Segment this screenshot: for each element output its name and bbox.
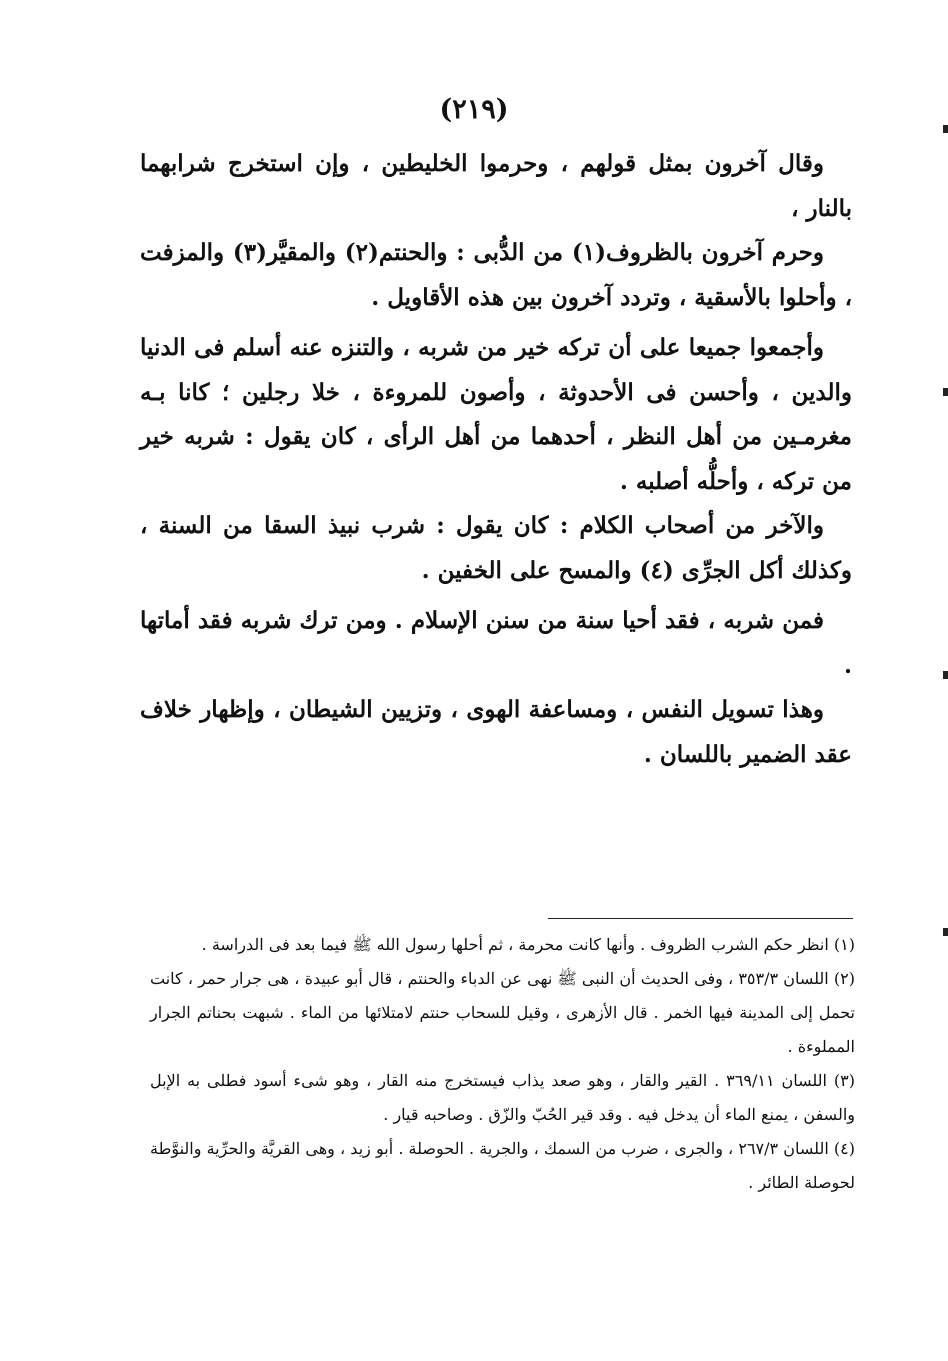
- paragraph-2: وحرم آخرون بالظروف(١) من الدُّبى : والحنتم(٢) والمقيَّر(٣) والمزفت ، وأحلوا بالأسقية ، وتردد آخرون بين هذه الأقاويل .: [140, 239, 852, 311]
- footnote-4: (٤) اللسان ٢٦٧/٣ ، والجرى ، ضرب من السمك ، والجرية . الحوصلة . أبو زيد ، وهى القريَّة والحرِّية والنوَّطة لحوصلة الطائر .: [150, 1139, 855, 1192]
- footnotes: [150, 928, 855, 1200]
- paragraph-3: وأجمعوا جميعا على أن تركه خير من شربه ، والتنزه عنه أسلم فى الدنيا والدين ، وأحسن فى الأحدوثة ، وأصون للمروءة ، خلا رجلين ؛ كانا بـه مغرمـين من أهل النظر ، أحدهما من أهل الرأى ، كان يقول : شربه خير من تركه ، وأحلُّه أصلبه .: [140, 334, 852, 495]
- paragraph-1: وقال آخرون بمثل قولهم ، وحرموا الخليطين ، وإن استخرج شرابهما بالنار ،: [140, 150, 852, 222]
- paragraph-4: والآخر من أصحاب الكلام : كان يقول : شرب نبيذ السقا من السنة ، وكذلك أكل الجرِّى (٤) والمسح على الخفين .: [140, 512, 852, 584]
- edge-mark: [943, 388, 948, 396]
- paragraph-6: وهذا تسويل النفس ، ومساعفة الهوى ، وتزيين الشيطان ، وإظهار خلاف عقد الضمير باللسان .: [140, 696, 852, 768]
- footnote-3: (٣) اللسان ٣٦٩/١١ . القير والقار ، وهو صعد يذاب فيستخرج منه القار ، وهو شىء أسود فطلى به الإبل والسفن ، يمنع الماء أن يدخل فيه . وقد قير الحُبّ والزّق . وصاحبه قيار .: [150, 1071, 856, 1124]
- edge-mark: [943, 928, 948, 936]
- edge-mark: [943, 125, 948, 133]
- footnote-1: (١) انظر حكم الشرب الظروف . وأنها كانت محرمة ، ثم أحلها رسول الله ﷺ فيما بعد فى الدراسة .: [201, 935, 855, 954]
- main-text: [140, 142, 852, 777]
- footnote-divider: [548, 918, 853, 919]
- paragraph-5: فمن شربه ، فقد أحيا سنة من سنن الإسلام . ومن ترك شربه فقد أماتها .: [140, 607, 852, 679]
- footnote-2: (٢) اللسان ٣٥٣/٣ ، وفى الحديث أن النبى ﷺ نهى عن الدباء والحنتم ، قال أبو عبيدة ، هى جرار حمر ، كانت تحمل إلى المدينة فيها الخمر . قال الأزهرى ، وقيل للسحاب حنتم لامتلائها من الماء . شبهت بحناتم الجرار المملوءة .: [150, 969, 855, 1056]
- edge-mark: [943, 671, 948, 679]
- page-number: (٢١٩): [439, 94, 509, 125]
